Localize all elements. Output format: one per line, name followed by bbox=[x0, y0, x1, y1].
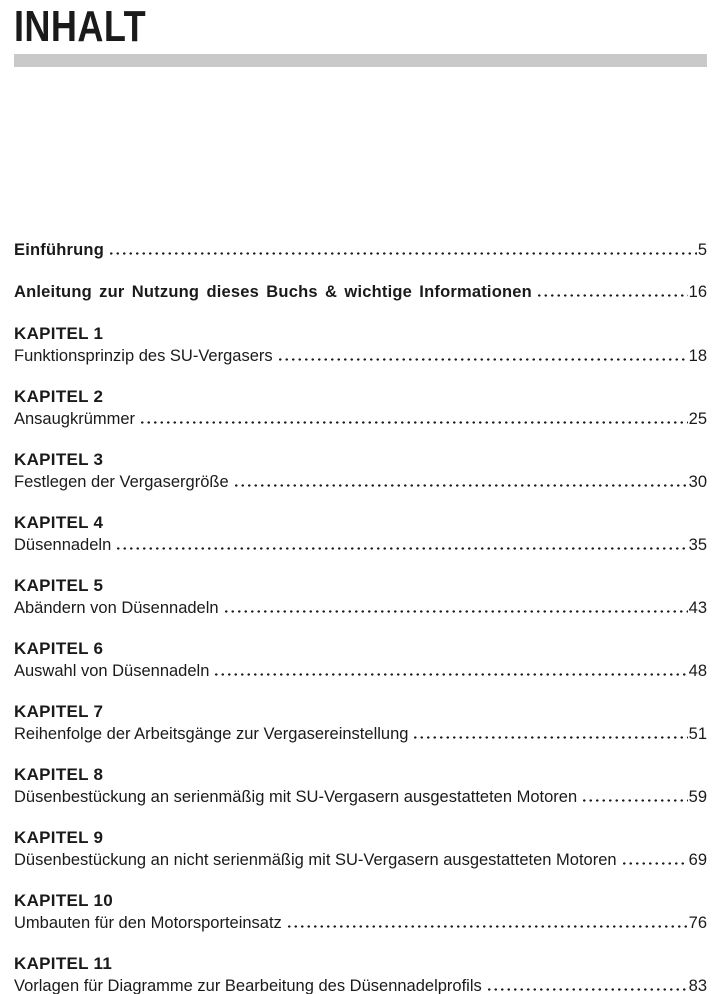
chapter-heading: KAPITEL 1 bbox=[14, 324, 104, 343]
entry-page-number: 76 bbox=[688, 914, 707, 932]
toc-entry bbox=[14, 240, 707, 260]
entry-page-number: 43 bbox=[688, 599, 707, 617]
chapter-heading: KAPITEL 7 bbox=[14, 702, 104, 721]
chapter-heading: KAPITEL 9 bbox=[14, 828, 104, 847]
dot-leader bbox=[223, 610, 688, 613]
chapter-heading: KAPITEL 2 bbox=[14, 387, 104, 406]
dot-leader bbox=[621, 862, 688, 865]
entry-label: Festlegen der Vergasergröße bbox=[14, 473, 229, 491]
entry-label: Reihenfolge der Arbeitsgänge zur Vergasereinstellung bbox=[14, 725, 409, 743]
toc-chapter-entry bbox=[14, 765, 707, 807]
entry-label: Auswahl von Düsennadeln bbox=[14, 662, 210, 680]
entry-label: Vorlagen für Diagramme zur Bearbeitung des Düsennadelprofils bbox=[14, 977, 482, 994]
dot-leader bbox=[486, 988, 688, 991]
entry-label: Ansaugkrümmer bbox=[14, 410, 136, 428]
toc-entry-row bbox=[14, 598, 707, 618]
entry-label: Anleitung zur Nutzung dieses Buchs & wichtige Informationen bbox=[14, 283, 532, 301]
dot-leader bbox=[233, 484, 688, 487]
toc-entry-row bbox=[14, 409, 707, 429]
table-of-contents bbox=[14, 240, 707, 994]
toc-chapter-entry bbox=[14, 513, 707, 555]
dot-leader bbox=[412, 736, 687, 739]
entry-label: Abändern von Düsennadeln bbox=[14, 599, 219, 617]
entry-page-number: 51 bbox=[688, 725, 707, 743]
entry-label: Düsenbestückung an nicht serienmäßig mit SU-Vergasern ausgestatteten Motoren bbox=[14, 851, 617, 869]
entry-page-number: 35 bbox=[688, 536, 707, 554]
dot-leader bbox=[108, 252, 697, 255]
entry-page-number: 16 bbox=[688, 283, 707, 301]
page-title: INHALT bbox=[14, 2, 147, 51]
toc-entry-row bbox=[14, 724, 707, 744]
dot-leader bbox=[139, 421, 688, 424]
entry-page-number: 30 bbox=[688, 473, 707, 491]
toc-chapter-entry bbox=[14, 324, 707, 366]
toc-entry-row bbox=[14, 787, 707, 807]
entry-page-number: 25 bbox=[688, 410, 707, 428]
toc-chapter-entry bbox=[14, 576, 707, 618]
dot-leader bbox=[536, 294, 688, 297]
toc-entry-row bbox=[14, 472, 707, 492]
title-divider-bar bbox=[14, 54, 707, 67]
dot-leader bbox=[286, 925, 688, 928]
dot-leader bbox=[581, 799, 688, 802]
toc-chapter-entry bbox=[14, 891, 707, 933]
toc-chapter-entry bbox=[14, 387, 707, 429]
entry-page-number: 83 bbox=[688, 977, 707, 994]
entry-label: Funktionsprinzip des SU-Vergasers bbox=[14, 347, 273, 365]
toc-entry bbox=[14, 282, 707, 302]
entry-label: Einführung bbox=[14, 241, 104, 259]
entry-page-number: 18 bbox=[688, 347, 707, 365]
chapter-heading: KAPITEL 11 bbox=[14, 954, 113, 973]
entry-page-number: 48 bbox=[688, 662, 707, 680]
toc-entry-row bbox=[14, 240, 707, 260]
entry-page-number: 59 bbox=[688, 788, 707, 806]
chapter-heading: KAPITEL 6 bbox=[14, 639, 104, 658]
toc-chapter-entry bbox=[14, 450, 707, 492]
toc-chapter-entry bbox=[14, 954, 707, 994]
entry-page-number: 69 bbox=[688, 851, 707, 869]
entry-label: Umbauten für den Motorsporteinsatz bbox=[14, 914, 282, 932]
toc-chapter-entry bbox=[14, 702, 707, 744]
chapter-heading: KAPITEL 8 bbox=[14, 765, 104, 784]
toc-chapter-entry bbox=[14, 828, 707, 870]
chapter-heading: KAPITEL 10 bbox=[14, 891, 114, 910]
chapter-heading: KAPITEL 5 bbox=[14, 576, 104, 595]
entry-label: Düsennadeln bbox=[14, 536, 112, 554]
toc-chapter-entry bbox=[14, 639, 707, 681]
toc-entry-row bbox=[14, 850, 707, 870]
dot-leader bbox=[115, 547, 687, 550]
toc-entry-row bbox=[14, 976, 707, 994]
entry-page-number: 5 bbox=[697, 241, 707, 259]
entry-label: Düsenbestückung an serienmäßig mit SU-Vergasern ausgestatteten Motoren bbox=[14, 788, 578, 806]
toc-entry-row bbox=[14, 346, 707, 366]
dot-leader bbox=[213, 673, 687, 676]
toc-entry-row bbox=[14, 535, 707, 555]
chapter-heading: KAPITEL 4 bbox=[14, 513, 104, 532]
toc-entry-row bbox=[14, 282, 707, 302]
toc-entry-row bbox=[14, 913, 707, 933]
toc-entry-row bbox=[14, 661, 707, 681]
dot-leader bbox=[277, 358, 688, 361]
chapter-heading: KAPITEL 3 bbox=[14, 450, 104, 469]
